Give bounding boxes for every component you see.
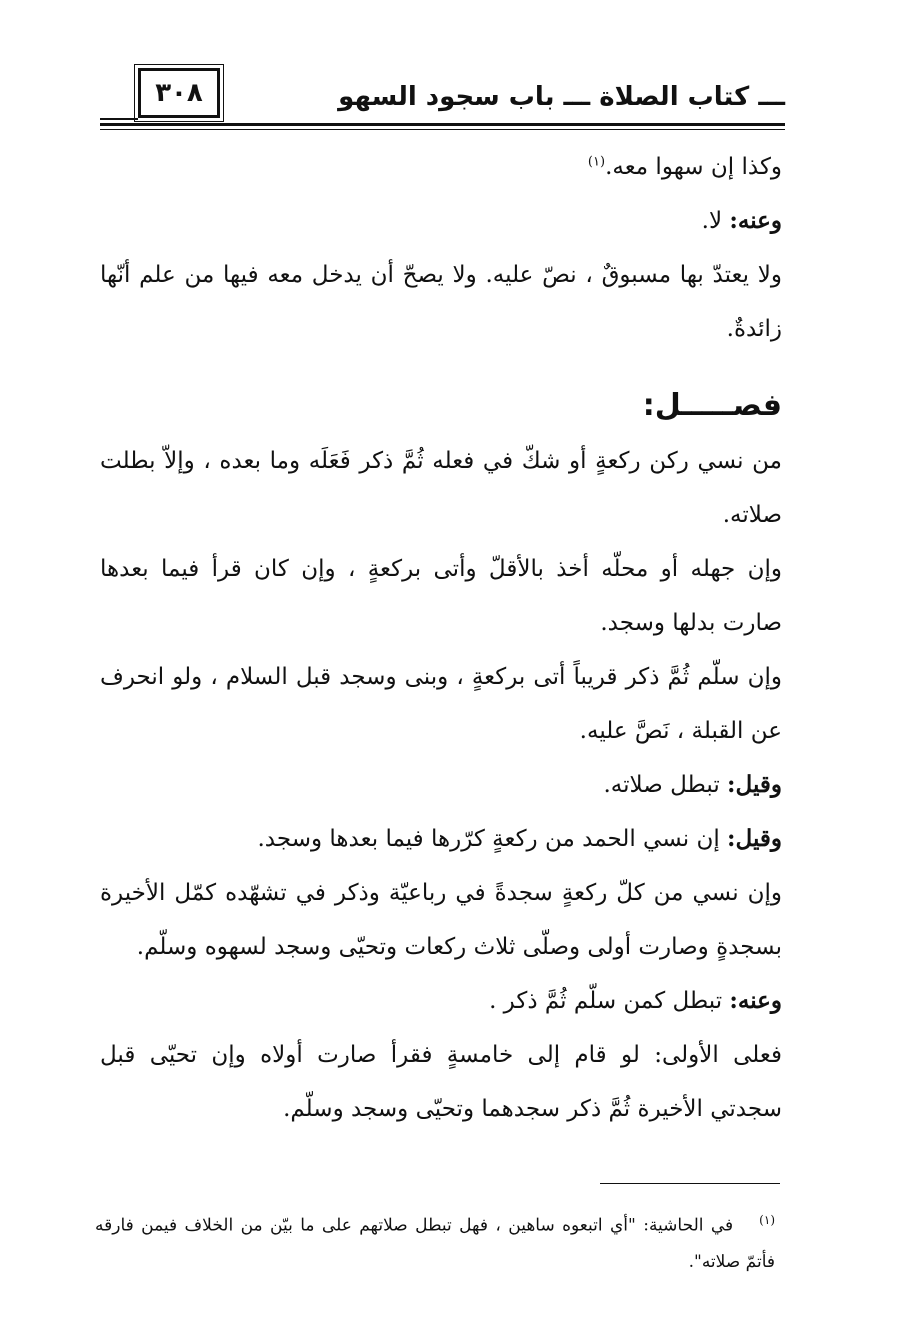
page-number: ٣٠٨ <box>155 78 203 108</box>
section-heading: فصـــــل: <box>642 388 782 423</box>
page-header <box>100 68 785 130</box>
lead-word: وعنه: <box>729 987 782 1014</box>
paragraph-text: تبطل كمن سلّم ثُمَّ ذكر . <box>489 988 730 1014</box>
paragraph-text: إن نسي الحمد من ركعةٍ كرّرها فيما بعدها وسجد. <box>257 826 728 852</box>
lead-word: وقيل: <box>727 825 782 852</box>
header-rule-thick <box>100 123 785 126</box>
paragraph <box>100 758 782 812</box>
footnote <box>95 1202 775 1280</box>
header-rule-short <box>100 118 138 120</box>
lead-word: وقيل: <box>727 771 782 798</box>
paragraph <box>100 974 782 1028</box>
paragraph <box>100 140 782 194</box>
paragraph: ولا يعتدّ بها مسبوقٌ ، نصّ عليه. ولا يصحّ أن يدخل معه فيها من علم أنّها زائدةٌ. <box>100 262 782 342</box>
footnote-marker: (١) <box>759 1213 775 1227</box>
paragraph-text: لا. <box>701 208 730 234</box>
paragraph: وإن سلّم ثُمَّ ذكر قريباً أتى بركعةٍ ، وبنى وسجد قبل السلام ، ولو انحرف عن القبلة ، نَصَّ عليه. <box>100 664 782 744</box>
paragraph-text: تبطل صلاته. <box>603 772 728 798</box>
main-text <box>100 140 782 1136</box>
paragraph: وإن جهله أو محلّه أخذ بالأقلّ وأتى بركعةٍ ، وإن كان قرأ فيما بعدها صارت بدلها وسجد. <box>100 556 782 636</box>
header-rule-thin <box>100 129 785 130</box>
lead-word: وعنه: <box>729 207 782 234</box>
paragraph-text: وكذا إن سهوا معه. <box>605 154 782 180</box>
paragraph: فعلى الأولى: لو قام إلى خامسةٍ فقرأ صارت أولاه وإن تحيّى قبل سجدتي الأخيرة ثُمَّ ذكر سجدهما وتحيّى وسجد وسلّم. <box>100 1042 782 1122</box>
footnote-text: في الحاشية: "أي اتبعوه ساهين ، فهل تبطل صلاتهم على ما بيّن من الخلاف فيمن فارقه فأتمّ صلاته". <box>95 1215 775 1272</box>
running-title: ـــ كتاب الصلاة ـــ باب سجود السهو <box>338 82 785 112</box>
paragraph: وإن نسي من كلّ ركعةٍ سجدةً في رباعيّة وذكر في تشهّده كمّل الأخيرة بسجدةٍ وصارت أولى وصلّى ثلاث ركعات وتحيّى وسجد لسهوه وسلّم. <box>100 880 782 960</box>
footnote-separator <box>600 1183 780 1184</box>
footnote-reference: (١) <box>587 154 606 170</box>
paragraph: من نسي ركن ركعةٍ أو شكّ في فعله ثُمَّ ذكر فَعَلَه وما بعده ، وإلاّ بطلت صلاته. <box>100 448 782 528</box>
paragraph <box>100 812 782 866</box>
page-number-box <box>138 68 220 118</box>
paragraph <box>100 194 782 248</box>
